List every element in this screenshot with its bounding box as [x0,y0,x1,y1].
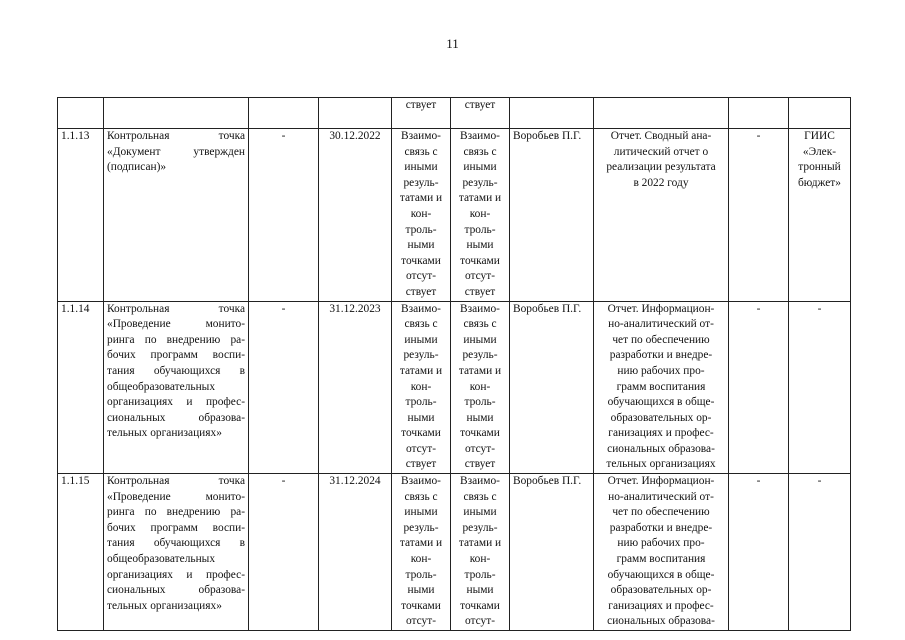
cell-rel1 [392,129,451,302]
text-line: резуль- [403,349,439,362]
cell-name [104,474,249,631]
cell-date [319,98,392,129]
text-line: Воробьев П.Г. [513,130,582,142]
text-line: кон- [469,380,491,393]
text-line: сиональных образова- [107,584,245,597]
cell-name [104,129,249,302]
text-line: ными [407,584,435,597]
text-line: резуль- [462,521,498,534]
text-line: чет по обеспечению [612,506,710,519]
text-line: но-аналитический от- [608,318,714,331]
text-line: троль- [405,396,437,409]
cell-system [789,98,851,129]
text-line: - [817,302,822,315]
cell-col9 [729,129,789,302]
text-line: ствует [405,99,437,111]
text-line: разработки и внедре- [609,349,713,362]
text-line: - [817,475,822,488]
cell-col9 [729,98,789,129]
cell-col9 [729,474,789,631]
cell-num [58,301,104,474]
text-line: татами и [458,537,502,550]
cell-name [104,98,249,129]
text-line: связь с [404,318,438,331]
text-line: иными [404,161,438,174]
text-line: ными [407,239,435,252]
text-line: резуль- [462,349,498,362]
table-row [58,474,851,631]
text-line: Контрольная точка [107,302,245,315]
text-line: иными [404,333,438,346]
text-line: сиональных образова- [607,442,715,455]
text-line: кон- [410,380,432,393]
text-line: ганизациях и профес- [608,427,714,440]
text-line: литический отчет о [613,145,709,158]
text-line: кон- [410,207,432,220]
text-line: сиональных образова- [107,411,245,424]
text-line: образовательных ор- [610,411,712,424]
text-line: «Элек- [802,145,837,158]
cell-date [319,301,392,474]
text-line: 31.12.2023 [329,302,381,315]
text-line: «Проведение монито- [107,490,245,503]
text-line: Контрольная точка [107,475,245,488]
text-line: образовательных ор- [610,584,712,597]
text-line: - [756,302,761,315]
text-line: в 2022 году [633,176,689,189]
text-line: сиональных образова- [607,615,715,628]
cell-col3 [249,474,319,631]
cell-responsible [510,129,594,302]
text-line: бюджет» [798,176,841,189]
text-line: ринга по внедрению ра- [107,506,245,519]
text-line: Отчет. Информацион- [607,302,715,315]
cell-col3 [249,301,319,474]
text-line: Отчет. Информацион- [607,475,715,488]
text-line: Взаимо- [401,475,441,488]
cell-date [319,129,392,302]
text-line: кон- [469,207,491,220]
text-line: отсут- [464,615,496,628]
cell-system [789,301,851,474]
cell-rel2 [451,98,510,129]
text-line: татами и [458,364,502,377]
text-line: татами и [399,364,443,377]
text-line: бочих программ воспи- [107,521,245,534]
cell-rel1 [392,301,451,474]
text-line: троль- [464,223,496,236]
cell-rel1 [392,474,451,631]
text-line: тания обучающихся в [107,537,245,550]
text-line: связь с [463,145,497,158]
page-number: 11 [446,36,459,51]
text-line: резуль- [462,176,498,189]
text-line: 1.1.13 [61,130,90,142]
text-line: Воробьев П.Г. [513,475,582,488]
text-line: организациях и профес- [107,568,245,581]
text-line: троль- [464,568,496,581]
text-line: связь с [463,490,497,503]
text-line: обучающихся в обще- [607,568,715,581]
text-line: реализации результата [606,161,716,174]
text-line: татами и [458,192,502,205]
text-line: точками [460,254,500,267]
cell-result [594,301,729,474]
cell-col3 [249,98,319,129]
text-line: разработки и внедре- [609,521,713,534]
text-line: ными [466,239,494,252]
cell-date [319,474,392,631]
text-line: отсут- [405,270,437,283]
continuation-row [58,98,851,129]
text-line: ГИИС [804,130,835,142]
cell-result [594,98,729,129]
text-line: Взаимо- [401,302,441,315]
text-line: кон- [469,553,491,566]
text-line: ствует [464,285,496,298]
text-line: грамм воспитания [616,553,706,566]
text-line: татами и [399,537,443,550]
text-line: троль- [464,396,496,409]
text-line: резуль- [403,521,439,534]
text-line: обучающихся в обще- [607,396,715,409]
text-line: - [756,475,761,488]
text-line: 1.1.14 [61,302,90,315]
text-line: точками [460,427,500,440]
cell-num [58,474,104,631]
text-line: Взаимо- [460,475,500,488]
text-line: чет по обеспечению [612,333,710,346]
cell-name [104,301,249,474]
text-line: отсут- [464,270,496,283]
text-line: общеобразовательных [107,553,216,566]
text-line: иными [463,333,497,346]
cell-rel1 [392,98,451,129]
text-line: - [281,475,286,488]
text-line: точками [460,599,500,612]
text-line: резуль- [403,176,439,189]
text-line: точками [401,599,441,612]
text-line: 30.12.2022 [329,130,381,142]
cell-col3 [249,129,319,302]
text-line: Отчет. Сводный ана- [610,130,712,142]
text-line: кон- [410,553,432,566]
text-line: «Проведение монито- [107,318,245,331]
text-line: нию рабочих про- [617,537,705,550]
cell-rel2 [451,474,510,631]
text-line: ными [407,411,435,424]
text-line: иными [404,506,438,519]
text-line: Взаимо- [460,130,500,142]
text-line: «Документ утвержден [107,145,245,158]
cell-num [58,129,104,302]
cell-responsible [510,301,594,474]
text-line: ствует [405,285,437,298]
text-line: отсут- [464,442,496,455]
cell-result [594,129,729,302]
text-line: связь с [404,490,438,503]
cell-responsible [510,474,594,631]
cell-system [789,474,851,631]
control-points-table [57,97,851,631]
text-line: Воробьев П.Г. [513,302,582,315]
text-line: тания обучающихся в [107,364,245,377]
text-line: связь с [404,145,438,158]
text-line: 1.1.15 [61,475,90,488]
text-line: организациях и профес- [107,396,245,409]
text-line: ствует [405,458,437,471]
text-line: - [756,130,761,142]
text-line: - [281,130,286,142]
table-row [58,301,851,474]
text-line: тельных организациях» [107,599,222,612]
text-line: иными [463,506,497,519]
text-line: тельных организациях [606,458,716,471]
text-line: троль- [405,223,437,236]
text-line: Взаимо- [401,130,441,142]
cell-rel2 [451,301,510,474]
text-line: - [281,302,286,315]
text-line: ганизациях и профес- [608,599,714,612]
text-line: бочих программ воспи- [107,349,245,362]
text-line: 31.12.2024 [329,475,381,488]
text-line: ствует [464,458,496,471]
text-line: отсут- [405,615,437,628]
text-line: троль- [405,568,437,581]
text-line: точками [401,427,441,440]
text-line: татами и [399,192,443,205]
text-line: точками [401,254,441,267]
text-line: иными [463,161,497,174]
text-line: но-аналитический от- [608,490,714,503]
text-line: Взаимо- [460,302,500,315]
text-line: грамм воспитания [616,380,706,393]
text-line: отсут- [405,442,437,455]
cell-rel2 [451,129,510,302]
cell-result [594,474,729,631]
text-line: нию рабочих про- [617,364,705,377]
text-line: ными [466,411,494,424]
text-line: тельных организациях» [107,427,222,440]
cell-num [58,98,104,129]
text-line: связь с [463,318,497,331]
text-line: ствует [464,99,496,111]
text-line: Контрольная точка [107,130,245,142]
table-row [58,129,851,302]
text-line: (подписан)» [107,161,167,174]
cell-responsible [510,98,594,129]
text-line: общеобразовательных [107,380,216,393]
text-line: тронный [798,161,841,174]
cell-system [789,129,851,302]
text-line: ринга по внедрению ра- [107,333,245,346]
cell-col9 [729,301,789,474]
text-line: ными [466,584,494,597]
